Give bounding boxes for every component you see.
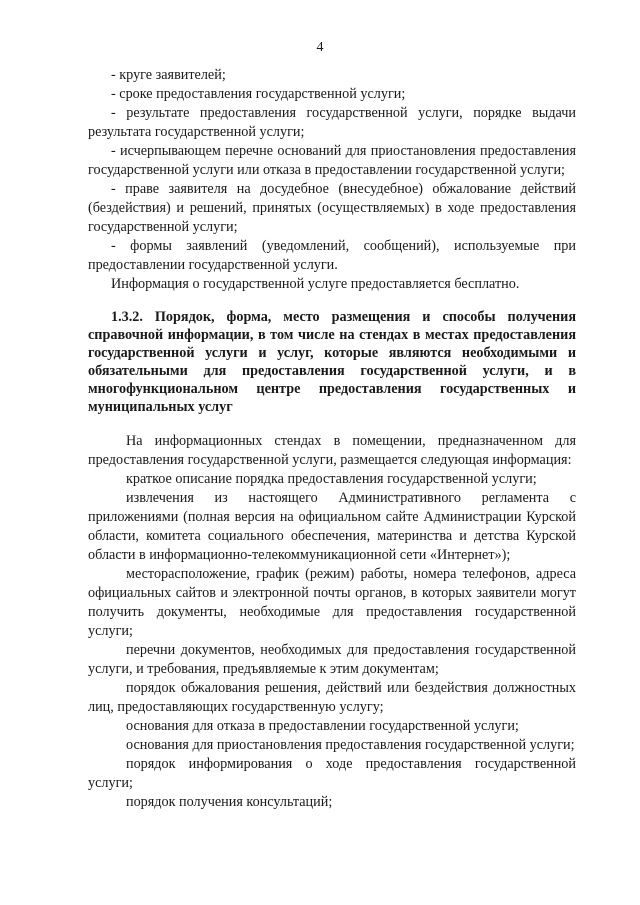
list-item: порядок обжалования решения, действий или бездействия должностных лиц, предоставляющих государственную услугу; bbox=[88, 680, 576, 715]
section-heading: 1.3.2. Порядок, форма, место размещения и способы получения справочной информации, в том числе на стендах в местах предоставления государственной услуги и услуг, которые являются необходимыми и обязательными для предоставления государственной услуги, и в многофункциональном центре предоставления государственных и муниципальных услуг bbox=[88, 309, 576, 415]
page-number: 4 bbox=[316, 40, 324, 55]
free-info-paragraph: Информация о государственной услуге предоставляется бесплатно. bbox=[111, 276, 520, 292]
list-item: краткое описание порядка предоставления государственной услуги; bbox=[126, 471, 537, 487]
top-list bbox=[88, 66, 576, 294]
list-item: основания для приостановления предоставления государственной услуги; bbox=[126, 737, 575, 753]
list-item: - круге заявителей; bbox=[111, 67, 226, 83]
list-item: порядок получения консультаций; bbox=[126, 794, 333, 810]
list-item: - исчерпывающем перечне оснований для приостановления предоставления государственной услуги или отказа в предоставлении государственной услуги; bbox=[88, 143, 576, 178]
bottom-list bbox=[88, 432, 576, 812]
list-item: - праве заявителя на досудебное (внесудебное) обжалование действий (бездействия) и решений, принятых (осуществляемых) в ходе предоставления государственной услуги; bbox=[88, 181, 576, 235]
list-item: извлечения из настоящего Административного регламента с приложениями (полная версия на официальном сайте Администрации Курской области, комитета социального обеспечения, материнства и детства Курской области в информационно-телекоммуникационной сети «Интернет»); bbox=[88, 490, 576, 563]
list-item: - сроке предоставления государственной услуги; bbox=[111, 86, 406, 102]
intro-paragraph: На информационных стендах в помещении, предназначенном для предоставления государственной услуги, размещается следующая информация: bbox=[88, 433, 576, 468]
list-item: месторасположение, график (режим) работы, номера телефонов, адреса официальных сайтов и электронной почты органов, в которых заявители могут получить документы, необходимые для предоставления государственной услуги; bbox=[88, 566, 576, 639]
section-heading-block bbox=[88, 308, 576, 416]
list-item: перечни документов, необходимых для предоставления государственной услуги, и требования, предъявляемые к этим документам; bbox=[88, 642, 576, 677]
list-item: основания для отказа в предоставлении государственной услуги; bbox=[126, 718, 519, 734]
list-item: - формы заявлений (уведомлений, сообщений), используемые при предоставлении государственной услуги. bbox=[88, 238, 576, 273]
list-item: - результате предоставления государственной услуги, порядке выдачи результата государственной услуги; bbox=[88, 105, 576, 140]
list-item: порядок информирования о ходе предоставления государственной услуги; bbox=[88, 756, 576, 791]
